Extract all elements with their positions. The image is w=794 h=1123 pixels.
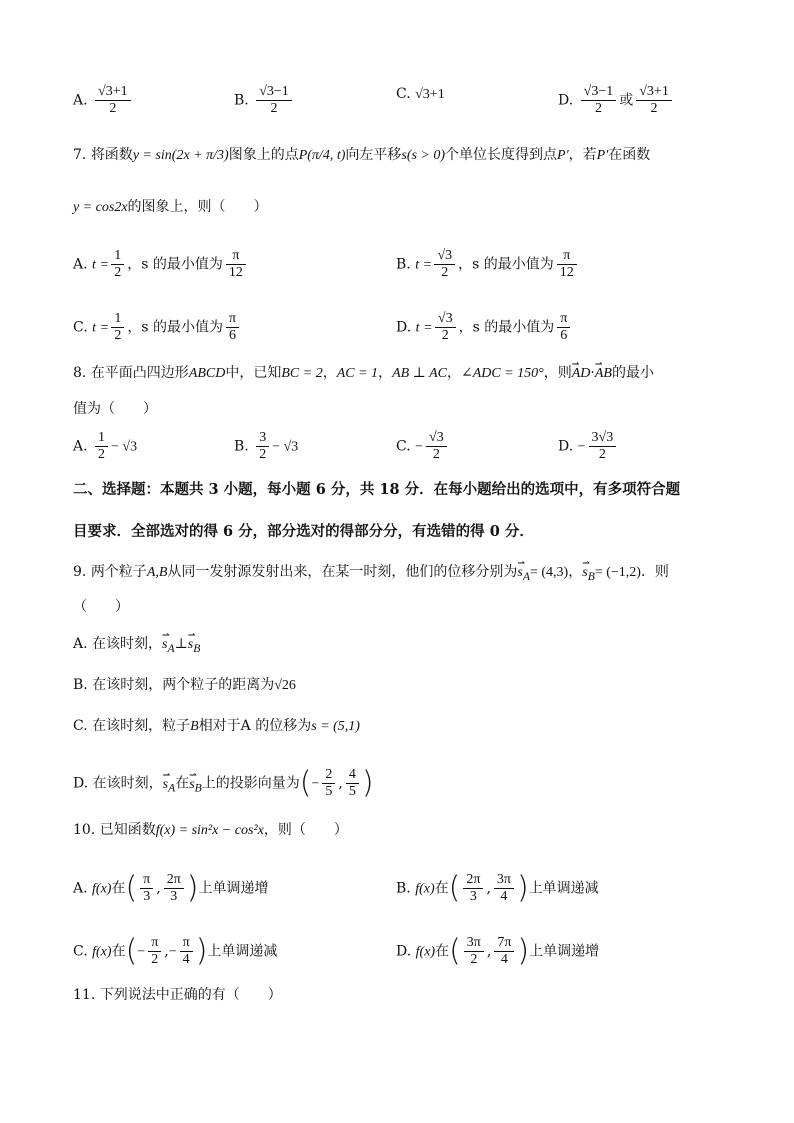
q11-stem: 11. 下列说法中正确的有（ ） bbox=[73, 987, 282, 1003]
q6-option-d: D. $\frac{√3-1}{2}$ 或 $\frac{√3+1}{2}$ bbox=[558, 84, 675, 117]
q7-option-c: C. t = $\frac{1}{2}$ ，s 的最小值为 $\frac{\pi}{6}$ bbox=[73, 311, 242, 344]
q9-option-d: D. 在该时刻，⇀ $s_A$在⇀ $s_B$上的投影向量为(− $\frac{2}{5}$ , $\frac{4}{5}$ ) bbox=[73, 767, 374, 800]
q6-option-c: C. √3+1 bbox=[396, 86, 445, 102]
q9-stem-line1: 9. 两个粒子A,B从同一发射源发射出来，在某一时刻，他们的位移分别为⇀ $s_A= (4,3)$，⇀ $s_B= (-1,2)$．则 bbox=[73, 562, 669, 587]
q9-option-a: A. 在该时刻，⇀ $s_A\perp⇀$ $s_B$ bbox=[73, 634, 200, 659]
q8-stem-line1: 8. 在平面凸四边形ABCD中，已知BC = 2，AC = 1，AB ⊥ AC，∠ADC = 150°，则⇀ AD·⇀ AB的最小 bbox=[73, 363, 654, 384]
q6-option-b: B. $\frac{√3-1}{2}$ bbox=[234, 84, 295, 117]
q10-option-a: A. f(x)在( $\frac{\pi}{3}$ , $\frac{2\pi}{3}$ )上单调递增 bbox=[73, 870, 269, 906]
q10-option-b: B. f(x)在( $\frac{2\pi}{3}$ , $\frac{3\pi}{4}$ )上单调递减 bbox=[396, 870, 599, 906]
q7-stem-line1: 7. 将函数y = sin(2x + π/3)图象上的点P(π/4, t)向左平移s(s > 0)个单位长度得到点P′，若P′在函数 bbox=[73, 147, 651, 163]
q10-option-c: C. f(x)在(− $\frac{\pi}{2}$ ,− $\frac{\pi}{4}$ )上单调递减 bbox=[73, 933, 278, 969]
q9-option-b: B. 在该时刻，两个粒子的距离为√26 bbox=[73, 677, 296, 693]
q6-option-a: A. $\frac{√3+1}{2}$ bbox=[73, 84, 134, 117]
q8-stem-line2: 值为（ ） bbox=[73, 401, 157, 417]
q7-option-a: A. t = $\frac{1}{2}$ ，s 的最小值为 $\frac{\pi}{12}$ bbox=[73, 248, 249, 281]
q10-stem: 10. 已知函数f(x) = sin²x − cos²x，则（ ） bbox=[73, 822, 348, 838]
q9-option-c: C. 在该时刻，粒子B相对于A 的位移为s = (5,1) bbox=[73, 718, 360, 734]
q7-option-d: D. t = $\frac{√3}{2}$ ，s 的最小值为 $\frac{\pi}{6}$ bbox=[396, 311, 573, 344]
q8-option-d: D. − $\frac{3√3}{2}$ bbox=[558, 430, 619, 463]
q7-option-b: B. t = $\frac{√3}{2}$ ，s 的最小值为 $\frac{\pi}{12}$ bbox=[396, 248, 580, 281]
q10-option-d: D. f(x)在( $\frac{3\pi}{2}$ , $\frac{7\pi}{4}$ )上单调递增 bbox=[396, 933, 600, 969]
q8-option-c: C. − $\frac{√3}{2}$ bbox=[396, 430, 450, 463]
section-heading-line2: 目要求．全部选对的得 6 分，部分选对的得部分分，有选错的得 0 分． bbox=[73, 523, 534, 540]
q7-stem-line2: y = cos2x的图象上，则（ ） bbox=[73, 199, 268, 215]
q8-option-a: A. $\frac{1}{2}$ − √3 bbox=[73, 430, 138, 462]
q8-option-b: B. $\frac{3}{2}$ − √3 bbox=[234, 430, 299, 462]
section-heading-line1: 二、选择题：本题共 3 小题，每小题 6 分，共 18 分．在每小题给出的选项中，有多项符合题 bbox=[73, 481, 681, 498]
q9-stem-line2: （ ） bbox=[73, 599, 129, 615]
